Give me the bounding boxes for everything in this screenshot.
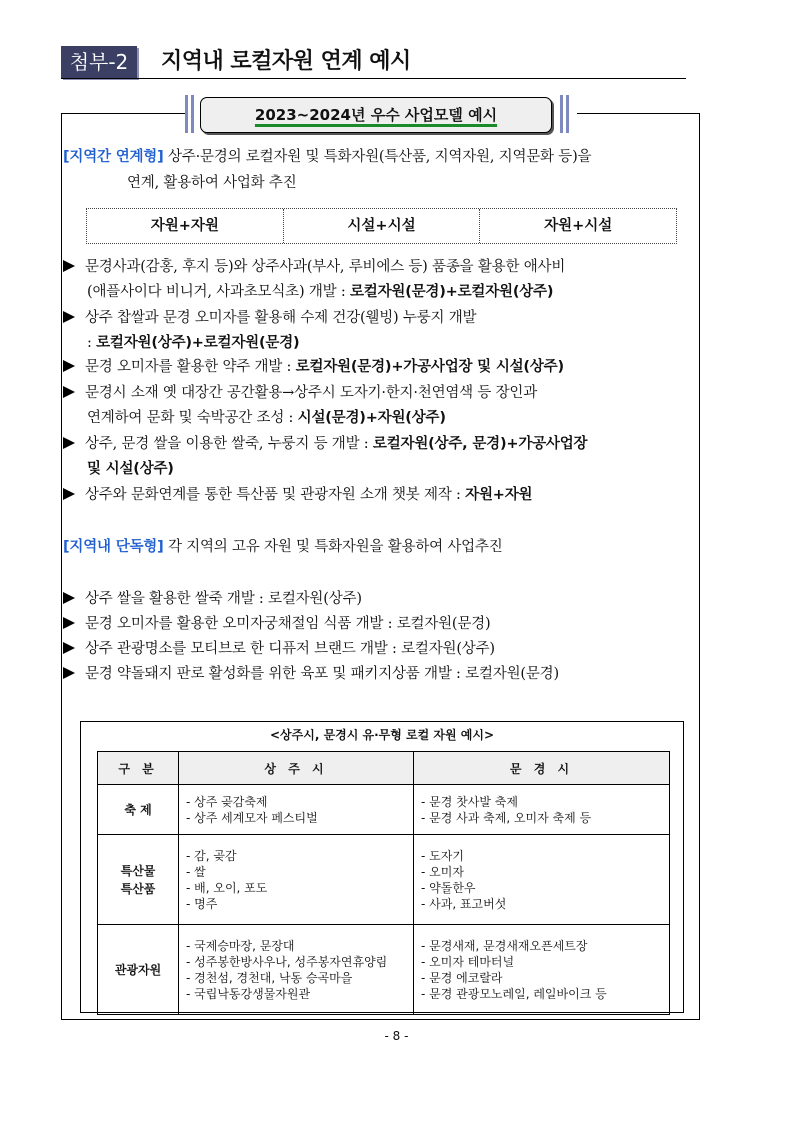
frame-top-left-rule [61, 113, 187, 114]
triangle-bullet-icon [63, 260, 75, 272]
bullet-text: 문경 오미자를 활용한 약주 개발 : [85, 359, 296, 375]
table-row [98, 785, 670, 835]
cell-line: - 성주봉한방사우나, 성주봉자연휴양림 [186, 954, 388, 969]
row-label-text: 특산물 [120, 863, 156, 878]
triangle-bullet-icon [63, 360, 75, 372]
cell-line: - 국제승마장, 문장대 [186, 938, 295, 953]
resource-table-caption: <상주시, 문경시 유·무형 로컬 자원 예시> [270, 728, 494, 742]
intra-region-text: 각 지역의 고유 자원 및 특화자원을 활용하여 사업추진 [163, 539, 503, 555]
bullet-text: : [87, 335, 97, 351]
frame-top-right-rule [577, 113, 700, 114]
row-label-text: 축 제 [124, 802, 152, 817]
bullet-bold-text: 로컬자원(상주)+로컬자원(문경) [96, 335, 300, 351]
cell-mungyeong [414, 835, 670, 925]
cell-mungyeong [414, 785, 670, 835]
bullet-text: 문경 약돌돼지 판로 활성화를 위한 육포 및 패키지상품 개발 : 로컬자원(문경) [85, 666, 559, 682]
inter-region-text-line1: 상주·문경의 로컬자원 및 특화자원(특산품, 지역자원, 지역문화 등)을 [163, 149, 592, 165]
list-item [63, 612, 490, 637]
bullet-bold-text: 자원+자원 [465, 487, 533, 503]
title-underline [61, 78, 686, 79]
cell-line: - 국립낙동강생물자원관 [186, 986, 311, 1001]
row-label-specialty [98, 835, 179, 925]
bullet-bold-text: 및 시설(상주) [87, 461, 174, 477]
cell-line: - 상주 세계모자 페스티벌 [186, 810, 318, 825]
list-item-continuation [87, 280, 553, 305]
bullet-text: 상주 관광명소를 모티브로 한 디퓨저 브랜드 개발 : 로컬자원(상주) [85, 641, 495, 657]
row-label-text: 특산품 [120, 881, 156, 896]
triangle-bullet-icon [63, 642, 75, 654]
cell-line: - 문경 찻사발 축제 [421, 794, 518, 809]
list-item [63, 637, 495, 662]
attachment-tag: 첨부-2 [61, 46, 137, 78]
intra-region-intro [63, 535, 503, 560]
triangle-bullet-icon [63, 617, 75, 629]
cell-line: - 사과, 표고버섯 [421, 896, 507, 911]
header-sangju: 상 주 시 [179, 752, 414, 785]
cell-line: - 배, 오이, 포도 [186, 880, 268, 895]
bullet-bold-text: 로컬자원(문경)+로컬자원(상주) [349, 284, 554, 300]
cell-line: - 감, 곶감 [186, 848, 237, 863]
cell-mungyeong [414, 925, 670, 1015]
list-item [63, 306, 476, 331]
list-item [63, 255, 565, 280]
bullet-text: 문경사과(감홍, 후지 등)와 상주사과(부사, 루비에스 등) 품종을 활용한 애사비 [85, 259, 566, 275]
category-resource-facility: 자원+시설 [479, 209, 676, 243]
list-item [63, 662, 559, 687]
cell-line: - 약돌한우 [421, 880, 476, 895]
bullet-text: 상주, 문경 쌀을 이용한 쌀죽, 누룽지 등 개발 : [85, 436, 373, 452]
table-row [98, 835, 670, 925]
list-item [63, 587, 362, 612]
category-resource-resource: 자원+자원 [150, 218, 219, 234]
cell-sangju [179, 925, 414, 1015]
cell-line: - 도자기 [421, 848, 464, 863]
bullet-text: 상주와 문화연계를 통한 특산품 및 관광자원 소개 챗봇 제작 : [85, 487, 466, 503]
cell-line: - 경천섬, 경천대, 낙동 승곡마을 [186, 970, 353, 985]
category-facility-facility: 시설+시설 [283, 209, 480, 243]
row-label-text: 관광자원 [114, 962, 162, 977]
bullet-bold-text: 시설(문경)+자원(상주) [297, 410, 446, 426]
resource-table [97, 751, 670, 1015]
list-item-continuation [87, 331, 299, 356]
bullet-bold-text: 로컬자원(문경)+가공사업장 및 시설(상주) [295, 359, 564, 375]
table-row [98, 925, 670, 1015]
inter-region-text-line2: 연계, 활용하여 사업화 추진 [127, 175, 297, 191]
bullet-text: 상주 찹쌀과 문경 오미자를 활용해 수제 건강(웰빙) 누룽지 개발 [85, 310, 477, 326]
row-label-festival [98, 785, 179, 835]
section-banner [200, 97, 552, 133]
triangle-bullet-icon [63, 437, 75, 449]
triangle-bullet-icon [63, 592, 75, 604]
banner-right-bars [560, 95, 574, 133]
cell-line: - 문경 사과 축제, 오미자 축제 등 [421, 810, 592, 825]
bullet-text: 문경시 소재 옛 대장간 공간활용→상주시 도자기·한지·천연염색 등 장인과 [85, 385, 538, 401]
cell-line: - 문경 관광모노레일, 레일바이크 등 [421, 986, 607, 1001]
intra-region-label: [지역내 단독형] [63, 539, 164, 555]
bullet-text: 상주 쌀을 활용한 쌀죽 개발 : 로컬자원(상주) [85, 591, 362, 607]
page-number: - 8 - [384, 1029, 409, 1043]
triangle-bullet-icon [63, 386, 75, 398]
table-header-row [98, 752, 670, 785]
list-item-continuation [87, 457, 174, 482]
list-item [63, 355, 564, 380]
cell-line: - 오미자 [421, 864, 464, 879]
cell-line: - 문경 에코랄라 [421, 970, 503, 985]
inter-region-intro [63, 145, 591, 170]
page-title: 지역내 로컬자원 연계 예시 [161, 49, 411, 74]
list-item [63, 432, 587, 457]
triangle-bullet-icon [63, 667, 75, 679]
bullet-bold-text: 로컬자원(상주, 문경)+가공사업장 [372, 436, 588, 452]
banner-left-bars [185, 95, 199, 133]
inter-region-label: [지역간 연계형] [63, 149, 164, 165]
bullet-text: 연계하여 문화 및 숙박공간 조성 : [87, 410, 298, 426]
cell-line: - 문경새재, 문경새재오픈세트장 [421, 938, 588, 953]
banner-title: 2023~2024년 우수 사업모델 예시 [254, 106, 498, 124]
bullet-text: (애플사이다 비니거, 사과초모식초) 개발 : [87, 284, 350, 300]
bullet-text: 문경 오미자를 활용한 오미자궁채절임 식품 개발 : 로컬자원(문경) [85, 616, 491, 632]
cell-line: - 쌀 [186, 864, 206, 879]
cell-line: - 오미자 테마터널 [421, 954, 515, 969]
cell-line: - 명주 [186, 896, 218, 911]
cell-sangju [179, 785, 414, 835]
triangle-bullet-icon [63, 311, 75, 323]
list-item [63, 381, 537, 406]
cell-line: - 상주 곶감축제 [186, 794, 268, 809]
header-mungyeong: 문 경 시 [414, 752, 670, 785]
list-item [63, 483, 532, 508]
cell-sangju [179, 835, 414, 925]
triangle-bullet-icon [63, 488, 75, 500]
header-category: 구 분 [98, 752, 179, 785]
list-item-continuation [87, 406, 446, 431]
category-table [86, 208, 677, 244]
row-label-tourism [98, 925, 179, 1015]
